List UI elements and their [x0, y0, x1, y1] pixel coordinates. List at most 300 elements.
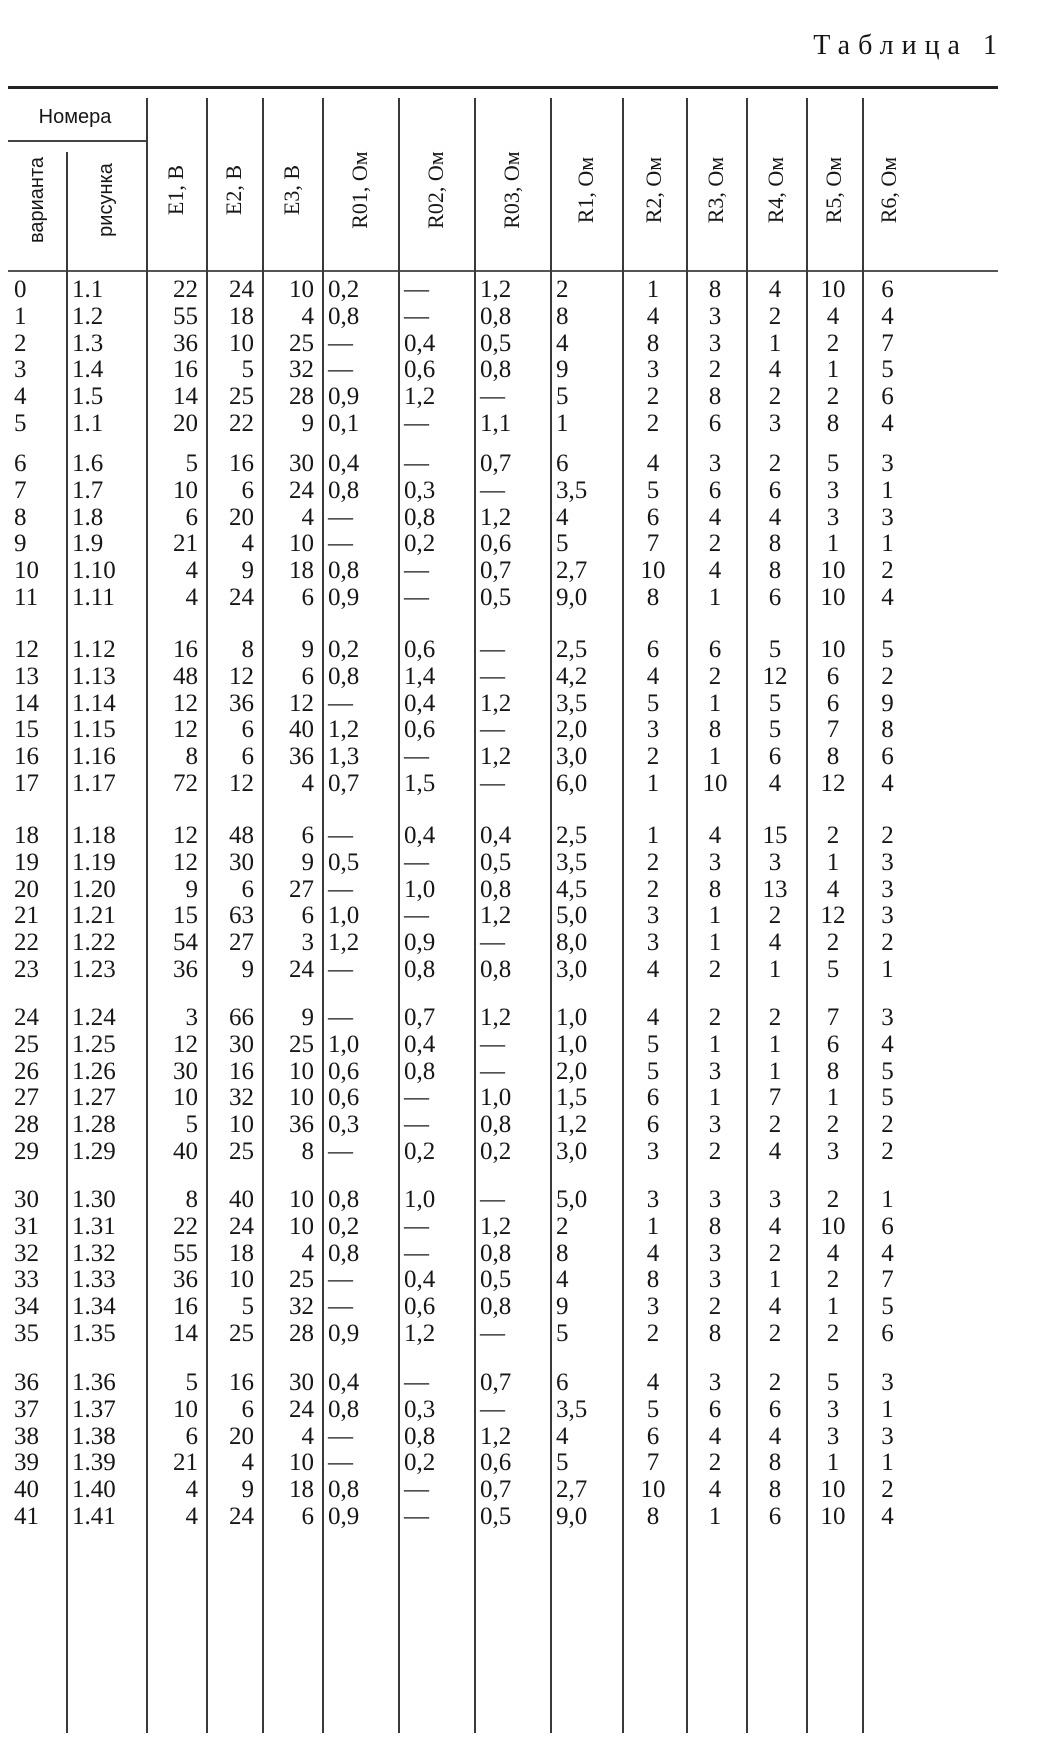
table-cell: 25: [289, 1030, 314, 1058]
table-cell: 8: [826, 743, 840, 771]
table-cell: 2: [881, 1476, 894, 1504]
table-cell: 1: [881, 476, 894, 504]
table-cell: 4: [881, 584, 894, 611]
table-cell: 5: [881, 1293, 894, 1321]
table-cell: 3: [826, 1422, 840, 1450]
table-cell: 3: [708, 1239, 722, 1267]
table-cell: 3: [881, 875, 894, 903]
table-cell: 4: [708, 557, 722, 585]
table-cell: 6: [881, 1212, 894, 1240]
column-divider: [550, 98, 552, 1733]
table-cell: 1: [826, 356, 840, 384]
table-cell: —: [328, 356, 353, 384]
figure-number: 1.37: [72, 1395, 116, 1423]
figure-number: 1.22: [72, 929, 116, 957]
table-cell: 2: [708, 1138, 722, 1165]
table-cell: 32: [229, 1084, 254, 1112]
table-cell: 66: [229, 1004, 254, 1031]
table-cell: 2: [768, 1320, 782, 1347]
table-cell: 4: [185, 1503, 198, 1530]
table-cell: —: [480, 476, 505, 504]
column-divider: [398, 98, 400, 1733]
table-cell: 2: [881, 929, 894, 957]
figure-number: 1.41: [72, 1503, 116, 1530]
table-cell: 6: [185, 503, 198, 531]
table-cell: 10: [820, 276, 846, 303]
table-cell: 1,0: [328, 902, 360, 930]
table-cell: 13: [762, 875, 788, 903]
table-cell: 36: [173, 329, 198, 357]
table-cell: 8: [708, 276, 722, 303]
table-cell: 2: [708, 530, 722, 558]
table-cell: 2: [881, 557, 894, 585]
table-cell: 7: [826, 716, 840, 744]
table-cell: 10: [640, 1476, 666, 1504]
column-header: R3, Ом: [703, 156, 728, 224]
table-cell: 6: [556, 450, 569, 477]
table-cell: 0,6: [404, 1293, 436, 1321]
table-cell: 5: [881, 636, 894, 663]
table-cell: 7: [881, 1266, 894, 1294]
variant-number: 11: [14, 584, 39, 611]
variant-number: 40: [14, 1476, 39, 1504]
table-cell: 2: [708, 1449, 722, 1477]
figure-number: 1.7: [72, 476, 104, 504]
variant-number: 8: [14, 503, 27, 531]
variant-number: 39: [14, 1449, 39, 1477]
table-cell: 12: [173, 848, 198, 876]
column-header: R01, Ом: [347, 151, 372, 229]
table-cell: 5: [826, 450, 840, 477]
table-cell: 10: [820, 584, 846, 611]
table-cell: 10: [289, 530, 314, 558]
table-cell: 6: [241, 743, 254, 771]
table-cell: 20: [229, 1422, 254, 1450]
table-cell: 16: [173, 636, 198, 663]
table-cell: 36: [289, 1111, 314, 1139]
table-cell: 4: [646, 302, 660, 330]
table-cell: 4: [301, 302, 314, 330]
table-cell: 8: [556, 302, 569, 330]
variant-number: 26: [14, 1057, 39, 1085]
table-cell: 4: [768, 503, 782, 531]
table-cell: 4: [768, 929, 782, 957]
table-cell: 3: [826, 1395, 840, 1423]
table-cell: 3: [708, 848, 722, 876]
table-cell: 6: [768, 743, 782, 771]
table-cell: —: [328, 1293, 353, 1321]
table-cell: 3: [646, 716, 660, 744]
table-cell: 2: [826, 1111, 840, 1139]
table-cell: 4: [646, 1004, 660, 1031]
table-cell: 0,8: [480, 956, 512, 983]
table-cell: —: [328, 822, 353, 849]
table-cell: 9: [301, 636, 314, 663]
table-cell: 1,2: [480, 1422, 512, 1450]
table-cell: 21: [173, 530, 198, 558]
table-cell: 6: [881, 743, 894, 771]
variant-number: 31: [14, 1212, 39, 1240]
table-cell: 9: [556, 1293, 569, 1321]
table-cell: 4: [556, 1266, 569, 1294]
column-header: R5, Ом: [821, 156, 846, 224]
table-cell: 7: [768, 1084, 782, 1112]
table-cell: 4: [646, 450, 660, 477]
table-cell: 0,6: [404, 716, 436, 744]
table-cell: 36: [289, 743, 314, 771]
table-cell: 6: [768, 1503, 782, 1530]
table-cell: 6,0: [556, 770, 588, 797]
table-cell: 4: [826, 302, 840, 330]
table-cell: 4: [768, 356, 782, 384]
variant-number: 3: [14, 356, 27, 384]
table-cell: 6: [646, 503, 660, 531]
figure-number: 1.17: [72, 770, 116, 797]
table-cell: 0,4: [328, 1369, 360, 1396]
table-cell: 3: [826, 1138, 840, 1165]
table-cell: 4: [556, 1422, 569, 1450]
column-divider: [206, 98, 208, 1733]
table-cell: 3: [881, 848, 894, 876]
table-cell: 1,0: [404, 875, 436, 903]
table-cell: 10: [702, 770, 728, 797]
table-cell: 2: [826, 822, 840, 849]
table-cell: 4: [646, 1369, 660, 1396]
table-cell: 4: [881, 1239, 894, 1267]
variant-number: 2: [14, 329, 27, 357]
table-cell: 0,5: [480, 584, 512, 611]
table-cell: 6: [708, 476, 722, 504]
table-cell: 9: [241, 1476, 254, 1504]
table-cell: 2: [768, 383, 782, 411]
table-cell: 2: [708, 356, 722, 384]
table-cell: 5: [646, 1395, 660, 1423]
table-cell: 0,7: [404, 1004, 436, 1031]
table-cell: 2,0: [556, 716, 588, 744]
figure-number: 1.23: [72, 956, 116, 983]
figure-number: 1.33: [72, 1266, 116, 1294]
table-cell: 8: [646, 1503, 660, 1530]
table-cell: 6: [241, 476, 254, 504]
table-cell: 12: [173, 1030, 198, 1058]
table-cell: 6: [826, 689, 840, 717]
table-cell: 0,8: [480, 875, 512, 903]
table-cell: —: [404, 557, 429, 585]
variant-number: 6: [14, 450, 27, 477]
table-cell: 10: [289, 1057, 314, 1085]
table-cell: 2: [768, 902, 782, 930]
table-cell: 2: [646, 410, 660, 437]
table-cell: 2,7: [556, 557, 588, 585]
table-cell: 10: [820, 1503, 846, 1530]
table-cell: 3: [881, 450, 894, 477]
table-cell: 3: [881, 902, 894, 930]
table-cell: —: [404, 848, 429, 876]
table-cell: 3,5: [556, 1395, 588, 1423]
column-divider: [262, 98, 264, 1733]
table-cell: 0,9: [328, 1320, 360, 1347]
table-cell: 22: [229, 410, 254, 437]
figure-number: 1.34: [72, 1293, 116, 1321]
table-cell: 1: [708, 743, 722, 771]
table-cell: 20: [229, 503, 254, 531]
table-cell: 1: [881, 1395, 894, 1423]
table-cell: 7: [881, 329, 894, 357]
table-cell: 1: [826, 848, 840, 876]
header-bottom-rule: [8, 270, 998, 272]
table-cell: 10: [173, 1395, 198, 1423]
table-cell: 24: [289, 476, 314, 504]
table-cell: 9: [301, 410, 314, 437]
table-cell: 3: [646, 356, 660, 384]
table-cell: 5: [556, 1449, 569, 1477]
table-cell: 2: [881, 822, 894, 849]
table-cell: 5: [646, 1057, 660, 1085]
table-cell: 10: [820, 557, 846, 585]
table-cell: 0,7: [480, 1476, 512, 1504]
table-cell: 21: [173, 1449, 198, 1477]
table-cell: 2: [826, 1266, 840, 1294]
table-cell: 14: [173, 1320, 198, 1347]
table-cell: 9: [556, 356, 569, 384]
table-cell: 24: [229, 1503, 254, 1530]
table-cell: 63: [229, 902, 254, 930]
table-cell: 5,0: [556, 1186, 588, 1213]
table-cell: 3,0: [556, 743, 588, 771]
top-rule: [8, 86, 998, 89]
table-cell: 25: [229, 383, 254, 411]
table-cell: 3: [881, 1004, 894, 1031]
table-cell: 6: [708, 410, 722, 437]
table-cell: 10: [289, 1449, 314, 1477]
figure-number: 1.39: [72, 1449, 116, 1477]
table-cell: 10: [820, 636, 846, 663]
variant-number: 20: [14, 875, 39, 903]
table-cell: 16: [229, 450, 254, 477]
table-cell: 6: [185, 1422, 198, 1450]
table-cell: 5: [768, 636, 782, 663]
table-cell: 0,1: [328, 410, 360, 437]
table-cell: 8: [556, 1239, 569, 1267]
table-cell: 1,2: [556, 1111, 588, 1139]
table-cell: 1: [708, 584, 722, 611]
table-cell: 2: [708, 1293, 722, 1321]
table-cell: 18: [229, 1239, 254, 1267]
table-cell: 0,6: [328, 1084, 360, 1112]
table-cell: —: [328, 530, 353, 558]
table-cell: 4: [881, 410, 894, 437]
table-cell: 12: [820, 902, 846, 930]
table-cell: 5,0: [556, 902, 588, 930]
figure-number: 1.18: [72, 822, 116, 849]
table-cell: 5: [826, 956, 840, 983]
table-cell: —: [328, 1449, 353, 1477]
table-cell: 10: [289, 1084, 314, 1112]
table-cell: 0,8: [328, 662, 360, 690]
table-cell: 1: [708, 689, 722, 717]
table-cell: 0,2: [404, 530, 436, 558]
column-divider: [322, 98, 324, 1733]
table-cell: —: [404, 1111, 429, 1139]
table-cell: 0,2: [404, 1449, 436, 1477]
table-cell: 1: [708, 1030, 722, 1058]
table-cell: 3: [708, 329, 722, 357]
table-cell: 5: [556, 1320, 569, 1347]
table-cell: 4: [708, 1422, 722, 1450]
table-cell: 0,9: [328, 584, 360, 611]
table-cell: 10: [820, 1476, 846, 1504]
table-cell: 25: [289, 329, 314, 357]
table-cell: 2: [708, 1004, 722, 1031]
table-cell: 0,8: [328, 302, 360, 330]
table-cell: 3: [301, 929, 314, 957]
table-cell: 4: [185, 584, 198, 611]
table-cell: 5: [185, 450, 198, 477]
table-cell: 3: [646, 1293, 660, 1321]
table-cell: 0,8: [480, 1239, 512, 1267]
variant-number: 35: [14, 1320, 39, 1347]
table-cell: —: [480, 716, 505, 744]
table-cell: 10: [173, 1084, 198, 1112]
column-header: варианта: [26, 156, 48, 244]
table-cell: 5: [826, 1369, 840, 1396]
table-cell: 10: [229, 329, 254, 357]
table-cell: —: [404, 1369, 429, 1396]
table-cell: 54: [173, 929, 198, 957]
table-cell: 6: [556, 1369, 569, 1396]
table-cell: 0,2: [404, 1138, 436, 1165]
table-cell: 3: [881, 503, 894, 531]
table-cell: 25: [229, 1138, 254, 1165]
table-cell: 2: [826, 1186, 840, 1213]
table-cell: 8: [881, 716, 894, 744]
table-cell: —: [328, 503, 353, 531]
variant-number: 24: [14, 1004, 39, 1031]
table-cell: 1,2: [480, 902, 512, 930]
table-cell: 30: [229, 1030, 254, 1058]
table-cell: 1,0: [556, 1004, 588, 1031]
variant-number: 29: [14, 1138, 39, 1165]
table-cell: —: [328, 1138, 353, 1165]
table-cell: —: [404, 584, 429, 611]
table-cell: 18: [229, 302, 254, 330]
table-cell: 4: [881, 1030, 894, 1058]
table-cell: 0,4: [404, 689, 436, 717]
variant-number: 28: [14, 1111, 39, 1139]
column-header: R4, Ом: [763, 156, 788, 224]
table-cell: 4: [826, 1239, 840, 1267]
table-cell: 5: [185, 1111, 198, 1139]
table-cell: 8: [646, 329, 660, 357]
table-cell: 20: [173, 410, 198, 437]
column-divider: [146, 98, 148, 1733]
table-cell: 2: [826, 929, 840, 957]
table-cell: 55: [173, 1239, 198, 1267]
table-cell: 24: [229, 584, 254, 611]
table-cell: 2: [881, 1138, 894, 1165]
table-cell: 0,8: [480, 356, 512, 384]
table-cell: —: [328, 1004, 353, 1031]
table-cell: 4: [556, 329, 569, 357]
table-cell: 1: [768, 956, 782, 983]
table-cell: 9,0: [556, 584, 588, 611]
table-cell: 4: [241, 1449, 254, 1477]
table-cell: 1: [826, 1449, 840, 1477]
table-cell: 0,8: [480, 302, 512, 330]
table-cell: 3: [826, 476, 840, 504]
table-cell: 6: [301, 902, 314, 930]
table-cell: 1: [768, 329, 782, 357]
table-cell: —: [404, 1084, 429, 1112]
figure-number: 1.35: [72, 1320, 116, 1347]
table-cell: 4: [881, 1503, 894, 1530]
table-cell: —: [480, 1395, 505, 1423]
table-cell: 5: [768, 689, 782, 717]
table-cell: 0,7: [480, 450, 512, 477]
table-cell: 5: [646, 476, 660, 504]
column-divider: [66, 152, 68, 1733]
table-cell: 6: [301, 584, 314, 611]
table-cell: 1,0: [556, 1030, 588, 1058]
table-cell: 1: [826, 530, 840, 558]
table-cell: 1: [646, 770, 660, 797]
table-cell: 4: [708, 503, 722, 531]
table-cell: 15: [762, 822, 788, 849]
table-cell: 4: [241, 530, 254, 558]
table-cell: 2: [768, 450, 782, 477]
table-cell: 0,7: [328, 770, 360, 797]
figure-number: 1.3: [72, 329, 104, 357]
table-cell: —: [480, 1057, 505, 1085]
variant-number: 25: [14, 1030, 39, 1058]
column-header: E1, В: [163, 164, 188, 216]
table-cell: 6: [826, 1030, 840, 1058]
table-cell: 30: [229, 848, 254, 876]
column-header: R03, Ом: [499, 151, 524, 229]
table-cell: 2: [768, 1111, 782, 1139]
figure-number: 1.30: [72, 1186, 116, 1213]
column-header: E3, В: [279, 164, 304, 216]
table-cell: 18: [289, 1476, 314, 1504]
column-header: R02, Ом: [423, 151, 448, 229]
variant-number: 15: [14, 716, 39, 744]
table-cell: 4,5: [556, 875, 588, 903]
table-cell: 0,4: [328, 450, 360, 477]
table-cell: 5: [881, 356, 894, 384]
column-divider: [806, 98, 808, 1733]
table-cell: 0,9: [328, 1503, 360, 1530]
table-cell: 48: [173, 662, 198, 690]
table-cell: 1: [646, 276, 660, 303]
table-cell: 22: [173, 1212, 198, 1240]
table-cell: 8: [708, 1212, 722, 1240]
table-cell: 3: [646, 1138, 660, 1165]
column-divider: [862, 98, 864, 1733]
variant-number: 18: [14, 822, 39, 849]
figure-number: 1.32: [72, 1239, 116, 1267]
table-cell: —: [404, 302, 429, 330]
table-cell: 6: [881, 276, 894, 303]
table-cell: 1,4: [404, 662, 436, 690]
variant-number: 1: [14, 302, 27, 330]
table-cell: 28: [289, 383, 314, 411]
table-cell: 5: [881, 1084, 894, 1112]
table-cell: 2: [708, 662, 722, 690]
table-cell: 3,5: [556, 848, 588, 876]
table-cell: —: [404, 902, 429, 930]
table-cell: 3: [646, 1186, 660, 1213]
table-cell: 2: [646, 383, 660, 411]
